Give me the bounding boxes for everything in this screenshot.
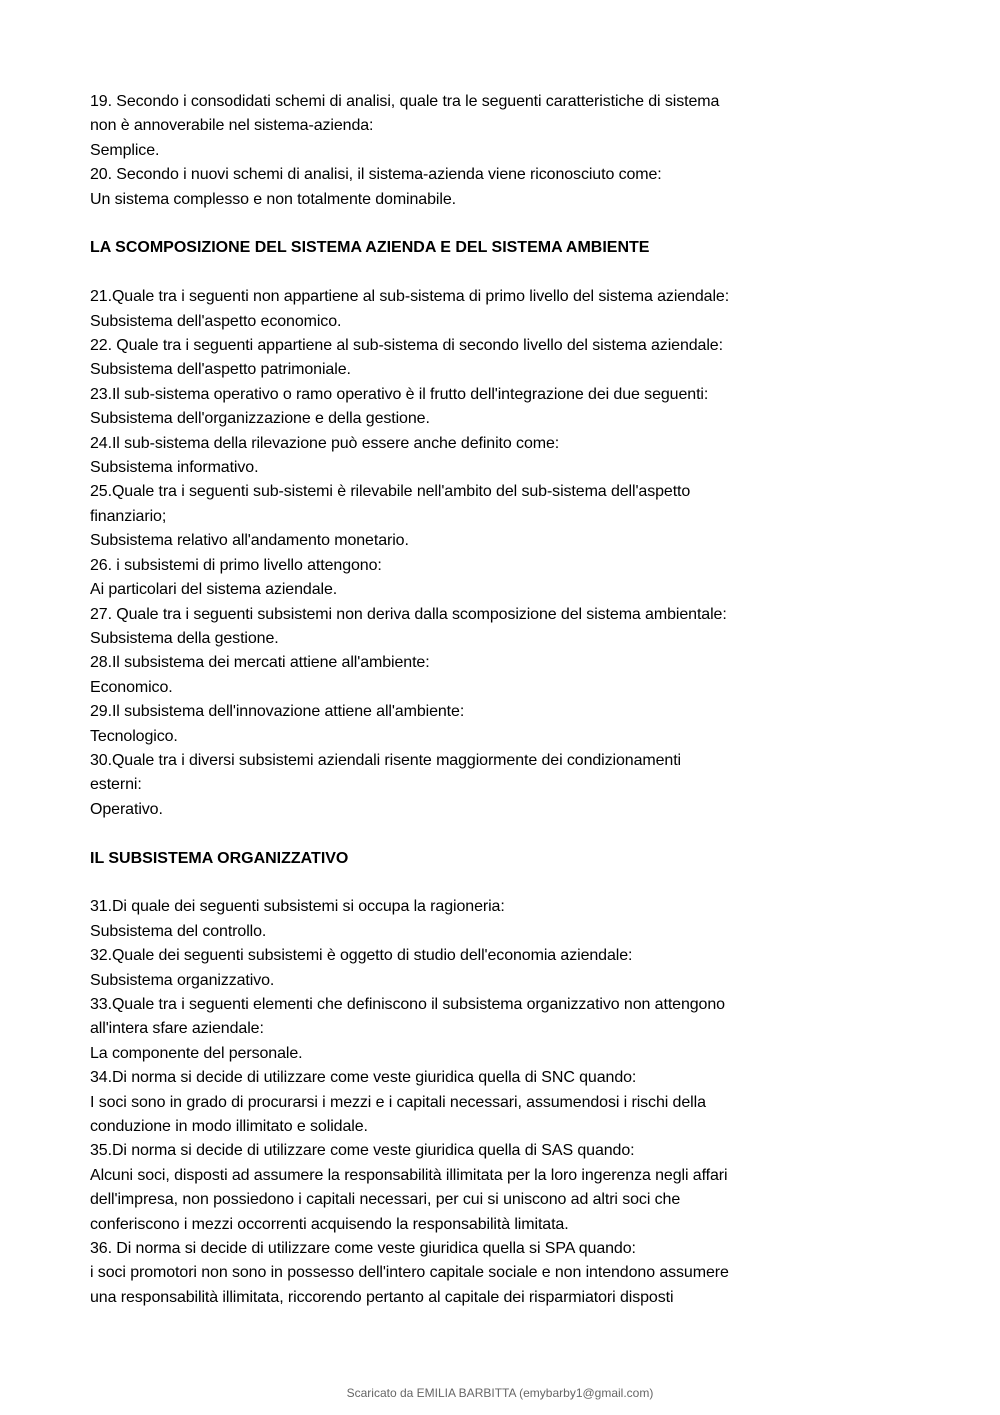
text-line: 31.Di quale dei seguenti subsistemi si occupa la ragioneria:: [90, 898, 505, 916]
answer-line: una responsabilità illimitata, riccorendo pertanto al capitale dei risparmiatori disposti: [90, 1288, 674, 1306]
answer-line: Subsistema del controllo.: [90, 922, 267, 940]
text-line: 24.Il sub-sistema della rilevazione può essere anche definito come:: [90, 434, 560, 452]
answer-line: Operativo.: [90, 800, 163, 818]
text-line: 19. Secondo i consodidati schemi di analisi, quale tra le seguenti caratteristiche di sistema: [90, 93, 720, 110]
text-line: 35.Di norma si decide di utilizzare come veste giuridica quella di SAS quando:: [90, 1142, 635, 1160]
answer-line: Subsistema relativo all'andamento monetario.: [90, 532, 409, 550]
section-heading: LA SCOMPOSIZIONE DEL SISTEMA AZIENDA E DEL SISTEMA AMBIENTE: [90, 239, 650, 257]
text-line: 36. Di norma si decide di utilizzare come veste giuridica quella si SPA quando:: [90, 1240, 636, 1258]
text-line: all'intera sfare aziendale:: [90, 1020, 264, 1038]
answer-line: conduzione in modo illimitato e solidale.: [90, 1118, 368, 1135]
answer-line: Subsistema della gestione.: [90, 629, 279, 647]
answer-line: Alcuni soci, disposti ad assumere la responsabilità illimitata per la loro ingerenza negli affari: [90, 1166, 728, 1184]
text-line: 30.Quale tra i diversi subsistemi aziendali risente maggiormente dei condizionamenti: [90, 751, 682, 769]
answer-line: I soci sono in grado di procurarsi i mezzi e i capitali necessari, assumendosi i rischi della: [90, 1093, 706, 1111]
section-organizzativo: [90, 895, 810, 1310]
text-line: non è annoverabile nel sistema-azienda:: [90, 117, 374, 135]
text-line: 26. i subsistemi di primo livello attengono:: [90, 556, 382, 574]
text-line: finanziario;: [90, 507, 167, 525]
answer-line: Economico.: [90, 678, 173, 696]
answer-line: Tecnologico.: [90, 727, 178, 745]
section-scomposizione: [90, 285, 810, 822]
answer-line: conferiscono i mezzi occorrenti acquisendo la responsabilità limitata.: [90, 1215, 569, 1233]
text-line: 22. Quale tra i seguenti appartiene al sub-sistema di secondo livello del sistema aziendale:: [90, 337, 723, 355]
text-line: 25.Quale tra i seguenti sub-sistemi è rilevabile nell'ambito del sub-sistema dell'aspetto: [90, 483, 691, 501]
text-line: esterni:: [90, 776, 142, 794]
section-heading: IL SUBSISTEMA ORGANIZZATIVO: [90, 849, 349, 867]
answer-line: La componente del personale.: [90, 1044, 303, 1062]
text-line: 28.Il subsistema dei mercati attiene all'ambiente:: [90, 654, 430, 672]
answer-line: i soci promotori non sono in possesso dell'intero capitale sociale e non intendono assumere: [90, 1264, 729, 1282]
text-line: 21.Quale tra i seguenti non appartiene al sub-sistema di primo livello del sistema aziendale:: [90, 288, 730, 306]
answer-line: Subsistema informativo.: [90, 459, 259, 477]
document-page: [90, 90, 810, 1310]
section-intro: [90, 90, 810, 212]
answer-line: Subsistema dell'organizzazione e della gestione.: [90, 410, 430, 428]
text-line: 29.Il subsistema dell'innovazione attiene all'ambiente:: [90, 703, 465, 721]
download-footer: Scaricato da EMILIA BARBITTA (emybarby1@gmail.com): [346, 1386, 654, 1400]
answer-line: Un sistema complesso e non totalmente dominabile.: [90, 190, 456, 208]
answer-line: Subsistema organizzativo.: [90, 971, 275, 989]
answer-line: Semplice.: [90, 141, 160, 159]
text-line: 27. Quale tra i seguenti subsistemi non deriva dalla scomposizione del sistema ambientale:: [90, 605, 727, 623]
text-line: 33.Quale tra i seguenti elementi che definiscono il subsistema organizzativo non attengono: [90, 995, 725, 1013]
answer-line: Subsistema dell'aspetto economico.: [90, 312, 342, 330]
text-line: 23.Il sub-sistema operativo o ramo operativo è il frutto dell'integrazione dei due seguenti:: [90, 385, 709, 403]
text-line: 34.Di norma si decide di utilizzare come veste giuridica quella di SNC quando:: [90, 1069, 637, 1087]
text-line: 32.Quale dei seguenti subsistemi è oggetto di studio dell'economia aziendale:: [90, 947, 633, 965]
answer-line: Subsistema dell'aspetto patrimoniale.: [90, 361, 351, 379]
text-line: 20. Secondo i nuovi schemi di analisi, il sistema-azienda viene riconosciuto come:: [90, 166, 662, 184]
answer-line: Ai particolari del sistema aziendale.: [90, 581, 338, 599]
answer-line: dell'impresa, non possiedono i capitali necessari, per cui si uniscono ad altri soci che: [90, 1191, 681, 1209]
